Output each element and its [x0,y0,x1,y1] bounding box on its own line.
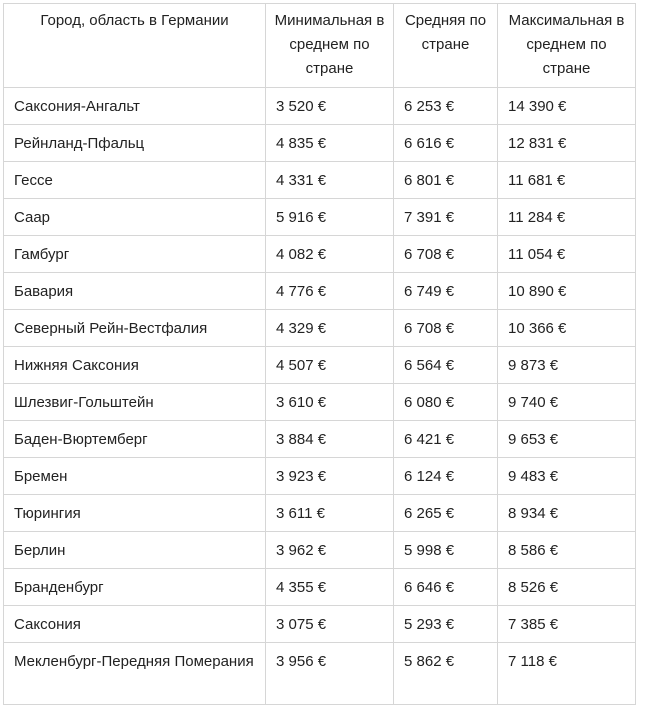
cell-region: Северный Рейн-Вестфалия [4,310,266,347]
cell-region: Нижняя Саксония [4,347,266,384]
cell-minimum: 3 075 € [266,606,394,643]
cell-average: 6 646 € [394,569,498,606]
table-row [4,162,636,199]
table-row [4,125,636,162]
cell-region: Шлезвиг-Гольштейн [4,384,266,421]
cell-minimum: 5 916 € [266,199,394,236]
cell-minimum: 3 610 € [266,384,394,421]
table-row [4,384,636,421]
cell-average: 6 421 € [394,421,498,458]
cell-average: 5 862 € [394,643,498,705]
table-row [4,458,636,495]
cell-maximum: 9 483 € [498,458,636,495]
cell-region: Гамбург [4,236,266,273]
cell-region: Мекленбург-Передняя Померания [4,643,266,705]
cell-maximum: 14 390 € [498,88,636,125]
cell-region: Баден-Вюртемберг [4,421,266,458]
cell-minimum: 4 776 € [266,273,394,310]
cell-region: Саар [4,199,266,236]
cell-maximum: 7 385 € [498,606,636,643]
table-row [4,495,636,532]
cell-minimum: 4 835 € [266,125,394,162]
cell-region: Рейнланд-Пфальц [4,125,266,162]
table-row [4,643,636,705]
cell-minimum: 3 962 € [266,532,394,569]
cell-minimum: 4 507 € [266,347,394,384]
table-row [4,236,636,273]
cell-average: 6 708 € [394,310,498,347]
table-row [4,421,636,458]
cell-maximum: 12 831 € [498,125,636,162]
header-maximum: Максимальная в среднем по стране [498,4,636,88]
cell-average: 6 080 € [394,384,498,421]
cell-maximum: 8 934 € [498,495,636,532]
cell-region: Бремен [4,458,266,495]
header-average: Средняя по стране [394,4,498,88]
cell-maximum: 7 118 € [498,643,636,705]
table-row [4,569,636,606]
cell-minimum: 3 611 € [266,495,394,532]
table-body [4,88,636,705]
table-header [4,4,636,88]
table-row [4,347,636,384]
cell-maximum: 10 366 € [498,310,636,347]
cell-maximum: 11 284 € [498,199,636,236]
cell-average: 6 265 € [394,495,498,532]
table-row [4,88,636,125]
cell-average: 5 293 € [394,606,498,643]
header-row [4,4,636,88]
cell-minimum: 4 082 € [266,236,394,273]
header-minimum: Минимальная в среднем по стране [266,4,394,88]
cell-region: Тюрингия [4,495,266,532]
cell-average: 5 998 € [394,532,498,569]
cell-region: Бавария [4,273,266,310]
cell-maximum: 9 653 € [498,421,636,458]
table-row [4,532,636,569]
cell-average: 7 391 € [394,199,498,236]
cell-maximum: 11 681 € [498,162,636,199]
cell-average: 6 124 € [394,458,498,495]
cell-maximum: 8 586 € [498,532,636,569]
table-row [4,310,636,347]
cell-average: 6 749 € [394,273,498,310]
cell-minimum: 4 331 € [266,162,394,199]
cell-region: Гессе [4,162,266,199]
salary-table [3,3,636,705]
table-row [4,606,636,643]
cell-maximum: 10 890 € [498,273,636,310]
cell-minimum: 3 956 € [266,643,394,705]
cell-minimum: 4 355 € [266,569,394,606]
salary-table-container [3,3,635,705]
cell-minimum: 3 923 € [266,458,394,495]
header-region: Город, область в Германии [4,4,266,88]
cell-minimum: 3 520 € [266,88,394,125]
cell-average: 6 616 € [394,125,498,162]
cell-region: Бранденбург [4,569,266,606]
table-row [4,199,636,236]
cell-maximum: 8 526 € [498,569,636,606]
cell-maximum: 11 054 € [498,236,636,273]
cell-region: Саксония-Ангальт [4,88,266,125]
cell-average: 6 708 € [394,236,498,273]
cell-maximum: 9 873 € [498,347,636,384]
cell-average: 6 564 € [394,347,498,384]
cell-minimum: 4 329 € [266,310,394,347]
cell-region: Саксония [4,606,266,643]
cell-average: 6 253 € [394,88,498,125]
cell-average: 6 801 € [394,162,498,199]
table-row [4,273,636,310]
cell-maximum: 9 740 € [498,384,636,421]
cell-minimum: 3 884 € [266,421,394,458]
cell-region: Берлин [4,532,266,569]
